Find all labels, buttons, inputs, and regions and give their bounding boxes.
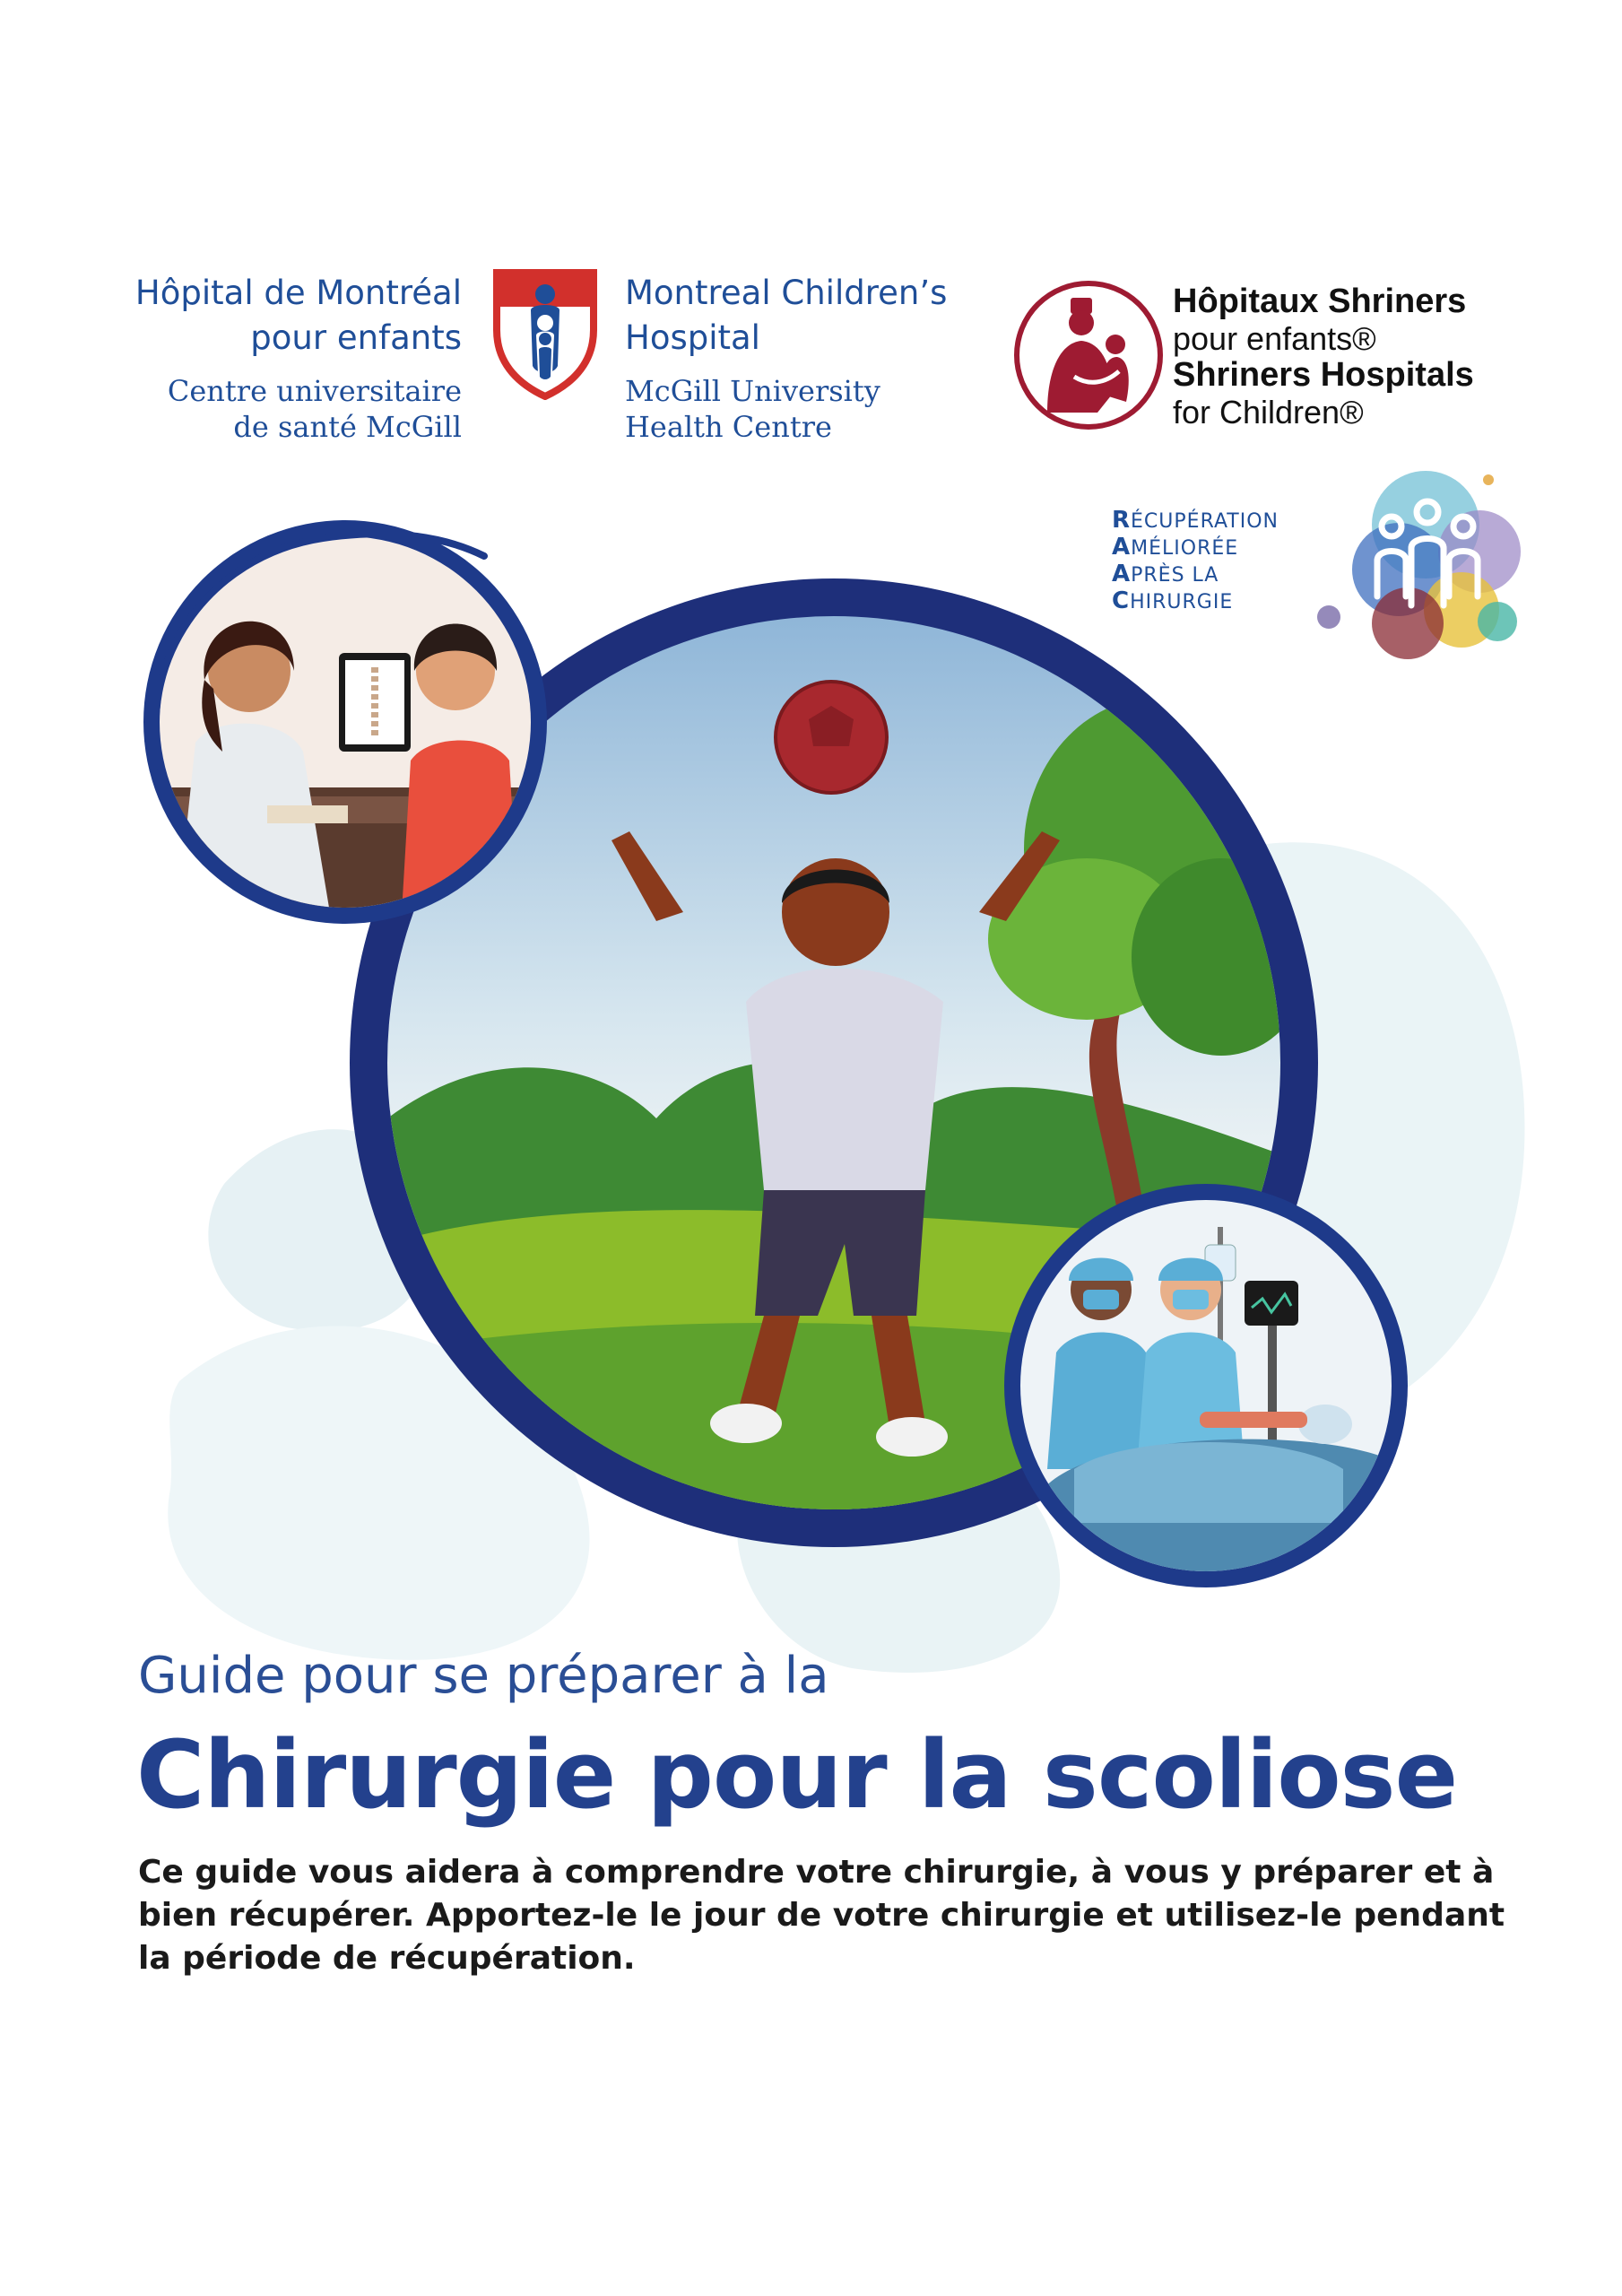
mch-fr-line1: Hôpital de Montréal: [134, 274, 462, 312]
recovery-l1-cap: R: [1112, 507, 1132, 534]
recovery-l4-rest: HIRURGIE: [1130, 591, 1234, 613]
surgery-illustration: [1004, 1184, 1408, 1587]
shriners-line3: Shriners Hospitals: [1173, 356, 1474, 394]
shriners-line2: pour enfants®: [1173, 320, 1376, 357]
mch-en-line2: Hospital: [625, 318, 760, 357]
mch-fr-line4: de santé McGill: [233, 410, 462, 444]
shriners-emblem: [1011, 278, 1166, 432]
mch-en-line1: Montreal Children’s: [625, 274, 948, 312]
recovery-l2-cap: A: [1112, 534, 1132, 561]
guide-subtitle: Guide pour se préparer à la: [138, 1647, 829, 1705]
mch-fr-line3: Centre universitaire: [167, 374, 462, 408]
shriners-name: [1173, 283, 1474, 430]
mch-en-line3: McGill University: [625, 374, 880, 408]
recovery-l1-rest: ÉCUPÉRATION: [1131, 510, 1279, 533]
recovery-l3-cap: A: [1112, 561, 1132, 587]
recovery-l3-rest: PRÈS LA: [1131, 564, 1219, 587]
guide-title: Chirurgie pour la scoliose: [136, 1720, 1458, 1830]
mch-shield-logo: [491, 267, 599, 400]
mch-french-name: [108, 271, 462, 445]
guide-description: Ce guide vous aidera à comprendre votre chirurgie, à vous y préparer et à bien récupérer. Apportez-le le jour de votre chirurgie et utilisez-le pendant la période de récupération.: [138, 1854, 1505, 1977]
mch-fr-line2: pour enfants: [250, 318, 462, 357]
recovery-l4-cap: C: [1112, 587, 1131, 614]
mch-english-name: [625, 271, 1002, 445]
mch-en-line4: Health Centre: [625, 410, 832, 444]
shriners-line1: Hôpitaux Shriners: [1173, 283, 1467, 320]
shriners-line4: for Children®: [1173, 394, 1364, 430]
recovery-program-name: [1112, 508, 1279, 615]
recovery-logo-icon: [1309, 462, 1542, 664]
surgical-team-icon: [1020, 1200, 1392, 1571]
recovery-l2-rest: MÉLIORÉE: [1131, 537, 1239, 560]
ring-swoosh-decoration: [126, 502, 574, 951]
